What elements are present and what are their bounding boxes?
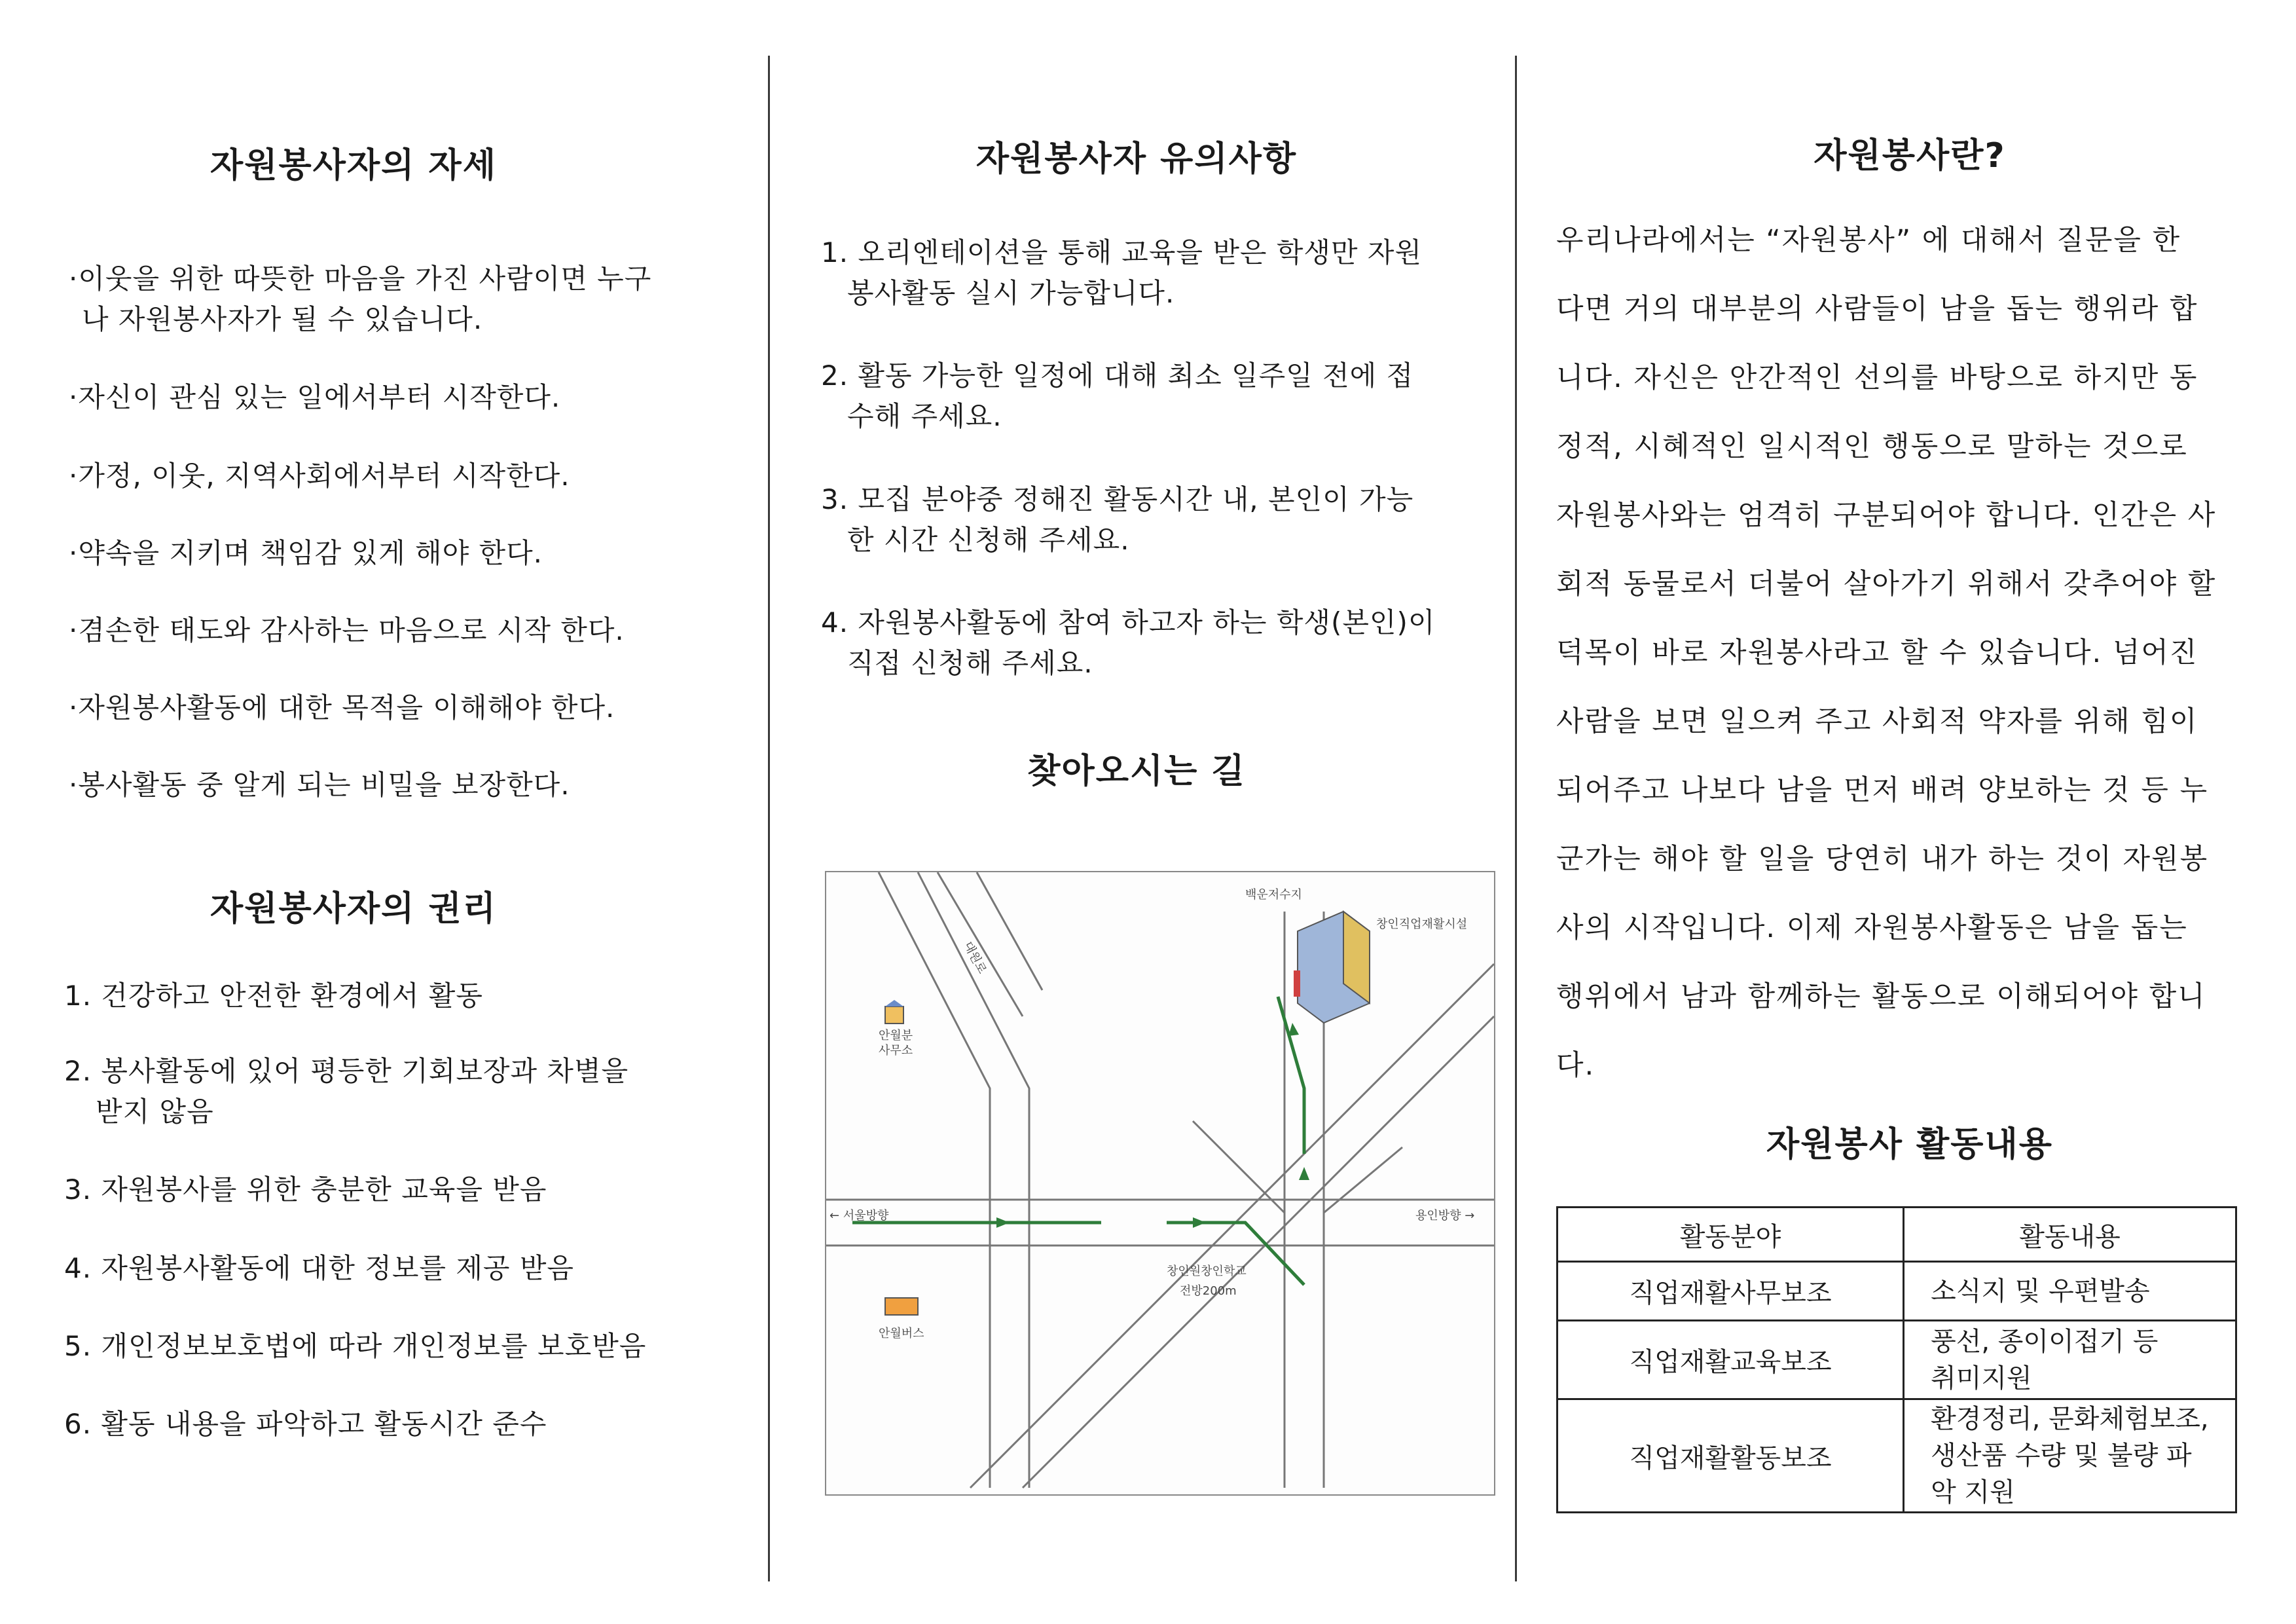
what-line-9: 되어주고 나보다 남을 먼저 배려 양보하는 것 등 누 [1556, 774, 2209, 807]
notice-item-4: 4. 자원봉사활동에 참여 하고자 하는 학생(본인)이 직접 신청해 주세요. [821, 606, 1436, 679]
map-label-road: 대원로 [960, 939, 989, 976]
route-arrow-3 [1299, 1167, 1309, 1180]
right-column [1517, 0, 2296, 1624]
map-roads [826, 872, 1494, 1488]
map-label-facility: 창인직업재활시설 [1376, 917, 1468, 931]
attitude-item-3: ·가정, 이웃, 지역사회에서부터 시작한다. [69, 460, 570, 492]
facility-building-icon [1294, 912, 1370, 1023]
attitude-item-6: ·자원봉사활동에 대한 목적을 이해해야 한다. [69, 692, 615, 724]
road-diagonal-bottom-edge [1023, 1016, 1494, 1488]
attitude-item-7: ·봉사활동 중 알게 되는 비밀을 보장한다. [69, 769, 570, 801]
route-arrow-2 [1193, 1217, 1206, 1228]
route-arrow-1 [996, 1217, 1010, 1228]
what-line-6: 회적 동물로서 더불어 살아가기 위해서 갖추어야 할 [1556, 568, 2217, 600]
what-line-11: 사의 시작입니다. 이제 자원봉사활동은 남을 돕는 [1556, 912, 2188, 944]
office-building-icon [885, 1000, 903, 1024]
activity-table-header [1558, 1208, 2236, 1262]
what-line-1: 우리나라에서는 “자원봉사” 에 대해서 질문을 한 [1556, 224, 2181, 257]
what-line-5: 자원봉사와는 엄격히 구분되어야 합니다. 인간은 사 [1556, 499, 2217, 532]
notice-title: 자원봉사자 유의사항 [975, 139, 1298, 179]
map-label-school-distance: 전방200m [1180, 1284, 1237, 1298]
rights-item-2: 2. 봉사활동에 있어 평등한 기회보장과 차별을 받지 않음 [64, 1055, 629, 1128]
row-field: 직업재활활동보조 [1558, 1399, 1904, 1513]
row-field: 직업재활사무보조 [1558, 1262, 1904, 1321]
what-line-10: 군가는 해야 할 일을 당연히 내가 하는 것이 자원봉 [1556, 843, 2209, 876]
directions-title: 찾아오시는 길 [1027, 752, 1246, 791]
what-line-4: 정적, 시혜적인 일시적인 행동으로 말하는 것으로 [1556, 430, 2188, 463]
header-field: 활동분야 [1558, 1208, 1904, 1262]
rights-item-6: 6. 활동 내용을 파악하고 활동시간 준수 [64, 1408, 547, 1440]
map-label-office-line2: 사무소 [879, 1044, 913, 1058]
map-label-school: 창인원창인학교 [1167, 1264, 1247, 1278]
attitude-item-5: ·겸손한 태도와 감사하는 마음으로 시작 한다. [69, 614, 625, 646]
attitude-item-4: ·약속을 지키며 책임감 있게 해야 한다. [69, 537, 543, 569]
map-drawing [826, 872, 1494, 1494]
attitude-item-2: ·자신이 관심 있는 일에서부터 시작한다. [69, 381, 561, 413]
row-content: 풍선, 종이이접기 등 취미지원 [1904, 1321, 2236, 1399]
what-line-13: 다. [1556, 1049, 1595, 1082]
row-content: 환경정리, 문화체험보조, 생산품 수량 및 불량 파 악 지원 [1904, 1399, 2236, 1513]
notice-item-3: 3. 모집 분야중 정해진 활동시간 내, 본인이 가능 한 시간 신청해 주세요. [821, 483, 1414, 556]
map-label-bus: 안월버스 [879, 1327, 924, 1340]
what-title: 자원봉사란? [1813, 136, 2006, 175]
activity-table [1556, 1206, 2237, 1513]
attitude-title: 자원봉사자의 자세 [210, 146, 497, 185]
rights-item-4: 4. 자원봉사활동에 대한 정보를 제공 받음 [64, 1252, 574, 1284]
directions-map [825, 871, 1495, 1496]
map-route [852, 997, 1304, 1285]
rights-item-3: 3. 자원봉사를 위한 충분한 교육을 받음 [64, 1173, 547, 1206]
road-curve-edge-b [1324, 1147, 1402, 1213]
map-label-reservoir: 백운저수지 [1245, 888, 1302, 902]
table-row [1558, 1321, 2236, 1399]
map-label-west: ← 서울방향 [829, 1209, 889, 1223]
activity-title: 자원봉사 활동내용 [1766, 1125, 2053, 1164]
left-column [0, 0, 768, 1624]
table-row [1558, 1262, 2236, 1321]
what-paragraph [1556, 206, 2276, 1100]
attitude-item-1: ·이웃을 위한 따뜻한 마음을 가진 사람이면 누구 나 자원봉사자가 될 수 있습니다. [69, 263, 652, 335]
road-branch-edge-b [977, 872, 1042, 990]
road-diagonal-top-edge [970, 964, 1494, 1488]
rights-title: 자원봉사자의 권리 [210, 889, 497, 929]
bus-icon [885, 1298, 918, 1315]
what-line-8: 사람을 보면 일으켜 주고 사회적 약자를 위해 힘이 [1556, 705, 2198, 738]
what-line-12: 행위에서 남과 함께하는 활동으로 이해되어야 합니 [1556, 980, 2206, 1013]
row-field: 직업재활교육보조 [1558, 1321, 1904, 1399]
table-row [1558, 1399, 2236, 1513]
row-content: 소식지 및 우편발송 [1904, 1262, 2236, 1321]
what-line-3: 니다. 자신은 안간적인 선의를 바탕으로 하지만 동 [1556, 361, 2198, 394]
route-segment-north [1278, 997, 1304, 1154]
map-label-office-line1: 안월분 [879, 1029, 913, 1043]
route-arrow-4 [1288, 1023, 1299, 1036]
what-line-2: 다면 거의 대부분의 사람들이 남을 돕는 행위라 합 [1556, 293, 2198, 325]
rights-item-1: 1. 건강하고 안전한 환경에서 활동 [64, 980, 483, 1012]
what-line-7: 덕목이 바로 자원봉사라고 할 수 있습니다. 넘어진 [1556, 637, 2198, 669]
rights-item-5: 5. 개인정보보호법에 따라 개인정보를 보호받음 [64, 1330, 647, 1362]
header-content: 활동내용 [1904, 1208, 2236, 1262]
notice-item-2: 2. 활동 가능한 일정에 대해 최소 일주일 전에 접 수해 주세요. [821, 360, 1414, 432]
notice-item-1: 1. 오리엔테이션을 통해 교육을 받은 학생만 자원 봉사활동 실시 가능합니다. [821, 236, 1423, 309]
map-route-arrowheads [996, 1023, 1309, 1228]
map-label-east: 용인방향 → [1415, 1209, 1475, 1223]
